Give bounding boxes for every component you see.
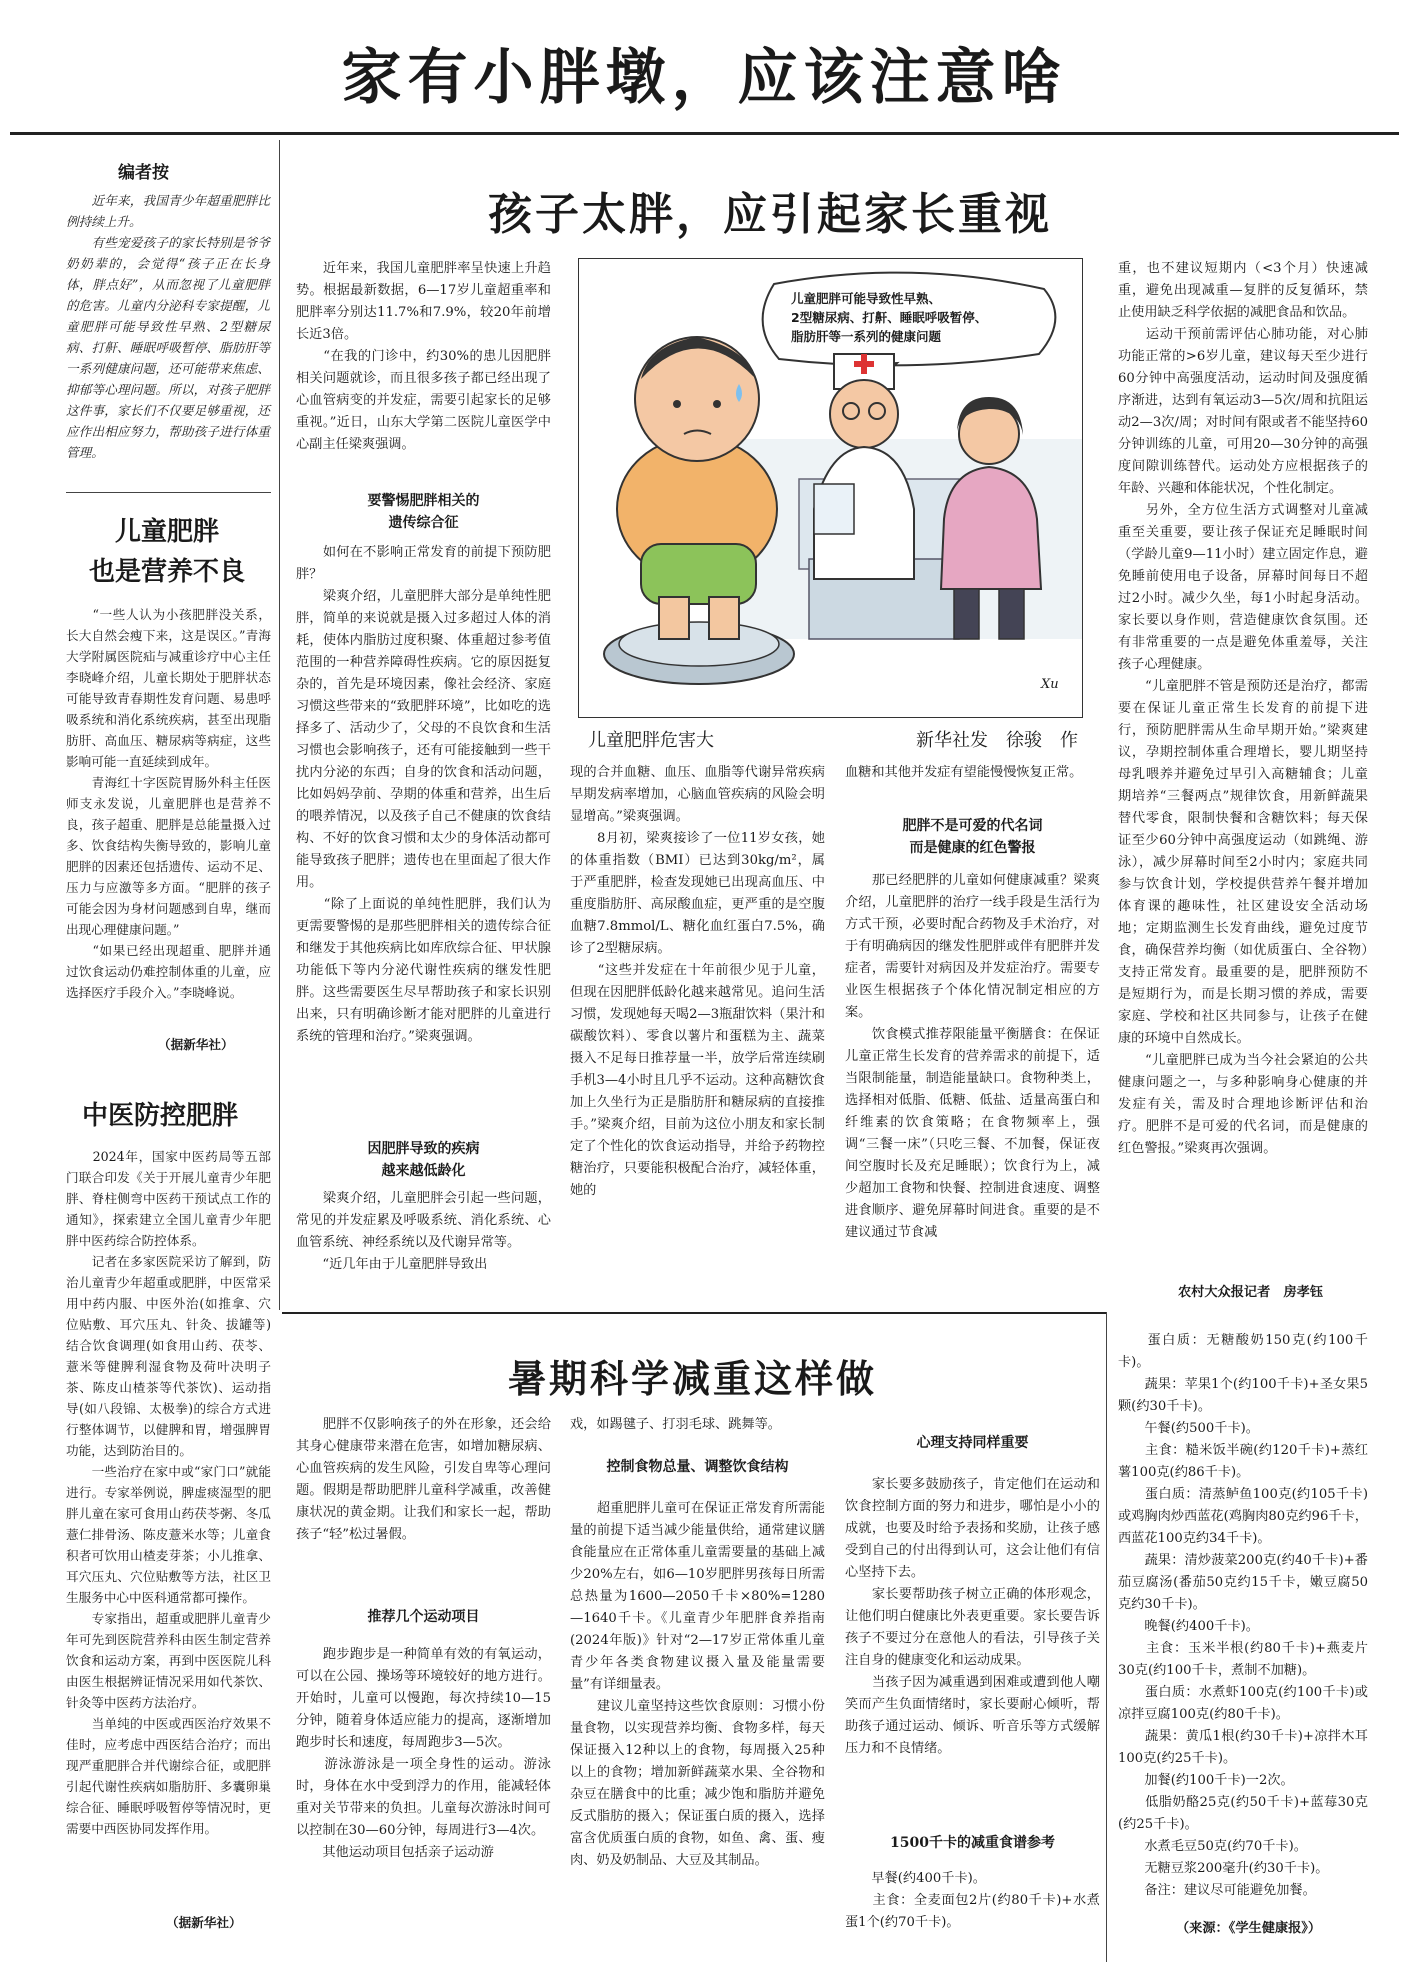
main-col3-text: 现的合并血糖、血压、血脂等代谢异常疾病早期发病率增加，心脑血管疾病的风险会明显增高。”梁爽强调。 8月初，梁爽接诊了一位11岁女孩，她的体重指数（BMI）已达到30kg/m²，属于严重肥胖，检查发现她已出现高血压、中重度脂肪肝、高尿酸血症，更严重的是空腹血糖7.8mmol/L、糖化血红蛋白7.5%，确诊了2型糖尿病。 “这些并发症在十年前很少见于儿童，但现在因肥胖低龄化越来越常见。追问生活习惯，发现她每天喝2—3瓶甜饮料（果汁和碳酸饮料）、零食以薯片和蛋糕为主、蔬菜摄入不足每日推荐量一半，放学后常连续刷手机3—4小时且几乎不运动。这种高糖饮食加上久坐行为正是脂肪肝和糖尿病的直接推手。”梁爽介绍，目前为这位小朋友和家长制定了个性化的饮食运动指导，并给予药物控糖治疗，只要能积极配合治疗，减轻体重，她的 <box>570 765 825 1198</box>
bottom-subhead-diet: 控制食物总量、调整饮食结构 <box>606 1459 789 1475</box>
bottom-subhead-recipe: 1500千卡的减重食谱参考 <box>890 1835 1055 1851</box>
main-col2-body: 如何在不影响正常发育的前提下预防肥胖？ 梁爽介绍，儿童肥胖大部分是单纯性肥胖，简单的来说就是摄入过多超过人体的消耗，使体内脂肪过度积聚、体重超过参考值范围的一种营养障碍性疾病。它的原因挺复杂的，首先是环境因素，像社会经济、家庭习惯这些带来的“致肥胖环境”，比如吃的选择多了、活动少了，父母的不良饮食和生活习惯也会影响孩子，还有可能接触到一些干扰内分泌的东西；自身的饮食和活动问题，比如妈妈孕前、孕期的体重和营养，出生后的喂养情况，以及孩子自己不健康的饮食结构、不好的饮食习惯和太少的身体活动都可能导致孩子肥胖；遗传也在里面起了很大作用。 “除了上面说的单纯性肥胖，我们认为更需要警惕的是那些肥胖相关的遗传综合征和继发于其他疾病比如库欣综合征、甲状腺功能低下等内分泌代谢性疾病的继发性肥胖。这些需要医生尽早帮助孩子和家长识别出来，只有明确诊断才能对肥胖的儿童进行系统的管理和治疗。”梁爽强调。 <box>296 545 551 1044</box>
main-col4-lead: 血糖和其他并发症有望能慢慢恢复正常。 <box>845 765 1083 780</box>
speech-bubble-text: 儿童肥胖可能导致性早熟、 2型糖尿病、打鼾、睡眠呼吸暂停、 脂肪肝等一系列的健康问题 <box>791 291 988 344</box>
editor-note-text: 近年来，我国青少年超重肥胖比例持续上升。 有些宠爱孩子的家长特别是爷爷奶奶辈的，会觉得“孩子正在长身体，胖点好”，从而忽视了儿童肥胖的危害。儿童内分泌科专家提醒，儿童肥胖可能导致性早熟、2型糖尿病、打鼾、睡眠呼吸暂停、脂肪肝等一系列健康问题，还可能带来焦虑、抑郁等心理问题。所以，对孩子肥胖这件事，家长们不仅要足够重视，还应作出相应努力，帮助孩子进行体重管理。 <box>66 193 270 460</box>
bottom-right-rule <box>1106 1312 1107 1962</box>
main-col5-text: 重，也不建议短期内（<3个月）快速减重，避免出现减重—复胖的反复循环，禁止使用缺乏科学依据的减肥食品和饮品。 运动干预前需评估心肺功能，对心肺功能正常的>6岁儿童，建议每天至少进行60分钟中高强度活动，运动时间及强度循序渐进，达到有氧运动3—5次/周和抗阻运动2—3次/周；对时间有限或者不能坚持60分钟训练的儿童，可用20—30分钟的高强度间隙训练替代。运动处方应根据孩子的年龄、兴趣和体能状况，个性化制定。 另外，全方位生活方式调整对儿童减重至关重要，要让孩子保证充足睡眠时间（学龄儿童9—11小时）建立固定作息，避免睡前使用电子设备，屏幕时间每日不超过2小时。减少久坐，每1小时起身活动。家长要以身作则，营造健康饮食氛围。还有非常重要的一点是避免体重羞辱，关注孩子心理健康。 “儿童肥胖不管是预防还是治疗，都需要在保证儿童正常生长发育的前提下进行，预防肥胖需从生命早期开始。”梁爽建议，孕期控制体重合理增长，婴儿期坚持母乳喂养并避免过早引入高糖辅食；儿童期培养“三餐两点”规律饮食，用新鲜蔬果替代零食，限制快餐和含糖饮料；每天保证至少60分钟中高强度运动（如跳绳、游泳），减少屏幕时间至2小时内；家庭共同参与饮食计划，学校提供营养午餐并增加体育课的趣味性，社区建设安全活动场地；定期监测生长发育曲线，避免过度节食，确保营养均衡（如优质蛋白、全谷物）支持正常发育。最重要的是，肥胖预防不是短期行为，而是长期习惯的养成，需要家庭、学校和社区共同参与，让孩子在健康的环境中自然成长。 “儿童肥胖已成为当今社会紧迫的公共健康问题之一，与多种影响身心健康的并发症有关，需及时合理地诊断评估和治疗。肥胖不是可爱的代名词，而是健康的红色警报。”梁爽再次强调。 <box>1118 261 1368 1156</box>
left-source-2: （据新华社） <box>166 1915 242 1930</box>
col-divider <box>279 140 280 1310</box>
main-col2-tail: 梁爽介绍，儿童肥胖会引起一些问题，常见的并发症累及呼吸系统、消化系统、心血管系统、神经系统以及代谢异常等。 “近几年由于儿童肥胖导致出 <box>296 1191 551 1272</box>
main-subhead-red-alert: 肥胖不是可爱的代名词 而是健康的红色警报 <box>902 818 1043 856</box>
main-subtitle: 孩子太胖，应引起家长重视 <box>488 189 1052 240</box>
bottom-subhead-psych: 心理支持同样重要 <box>916 1435 1029 1451</box>
editor-note-rule <box>66 492 271 493</box>
main-subhead-younger: 因肥胖导致的疾病 越来越低龄化 <box>367 1141 480 1179</box>
headline-rule <box>10 132 1399 135</box>
bottom-col4-recipe: 蛋白质：无糖酸奶150克(约100千卡)。 蔬果：苹果1个(约100千卡)+圣女果5颗(约30千卡)。 午餐(约500千卡)。 主食：糙米饭半碗(约120千卡)+蒸红薯100克(约86千卡)。 蛋白质：清蒸鲈鱼100克(约105千卡)或鸡胸肉炒西蓝花(鸡胸肉80克约96千卡，西蓝花100克约34千卡)。 蔬果：清炒菠菜200克(约40千卡)+番茄豆腐汤(番茄50克约15千卡，嫩豆腐50克约30千卡)。 晚餐(约400千卡)。 主食：玉米半根(约80千卡)+燕麦片30克(约100千卡，煮制不加糖)。 蛋白质：水煮虾100克(约100千卡)或凉拌豆腐100克(约80千卡)。 蔬果：黄瓜1根(约30千卡)+凉拌木耳100克(约25千卡)。 加餐(约100千卡)一2次。 低脂奶酪25克(约50千卡)+蓝莓30克(约25千卡)。 水煮毛豆50克(约70千卡)。 无糖豆浆200毫升(约30千卡)。 备注：建议尽可能避免加餐。 <box>1118 1333 1368 1898</box>
bottom-col2-body: 超重肥胖儿童可在保证正常发育所需能量的前提下适当减少能量供给，通常建议膳食能量应在正常体重儿童需要量的基础上减少20%左右，如6—10岁肥胖男孩每日所需总热量为1600—2050千卡×80%=1280—1640千卡。《儿童青少年肥胖食养指南(2024年版)》针对“2—17岁正常体重儿童青少年各类食物建议摄入量及能量需要量”有详细量表。 建议儿童坚持这些饮食原则：习惯小份量食物，以实现营养均衡、食物多样，每天保证摄入12种以上的食物，每周摄入25种以上的食物；增加新鲜蔬菜水果、全谷物和杂豆在膳食中的比重；减少饱和脂肪并避免反式脂肪的摄入；保证蛋白质的摄入，选择富含优质蛋白质的食物，如鱼、禽、蛋、瘦肉、奶及奶制品、大豆及其制品。 <box>570 1501 825 1868</box>
left-source-1: （据新华社） <box>158 1037 234 1052</box>
left-text-nutrition: “一些人认为小孩肥胖没关系，长大自然会瘦下来，这是误区。”青海大学附属医院疝与减重诊疗中心主任李晓峰介绍，儿童长期处于肥胖状态可能导致青春期性发育问题、易患呼吸系统和消化系统疾病，甚至出现脂肪肝、高血压、糖尿病等病症，这些影响可能一直延续到成年。 青海红十字医院胃肠外科主任医师支永发说，儿童肥胖也是营养不良，孩子超重、肥胖是总能量摄入过多、饮食结构失衡导致的，影响儿童肥胖的因素还包括遗传、运动不足、压力与应激等多方面。“肥胖的孩子可能会因为身材问题感到自卑，继而出现心理健康问题。” “如果已经出现超重、肥胖并通过饮食运动仍难控制体重的儿童，应选择医疗手段介入。”李晓峰说。 <box>66 607 271 1000</box>
main-byline: 农村大众报记者 房孝钰 <box>1178 1285 1324 1300</box>
bottom-rule <box>282 1312 1106 1314</box>
cartoon-illustration <box>578 258 1083 718</box>
artist-signature: Xu <box>1041 677 1059 692</box>
main-col4-body: 那已经肥胖的儿童如何健康减重？梁爽介绍，儿童肥胖的治疗一线手段是生活行为方式干预，必要时配合药物及手术治疗，对于有明确病因的继发性肥胖或伴有肥胖并发症者，需要针对病因及并发症治疗。需要专业医生根据孩子个体化情况制定相应的方案。 饮食模式推荐限能量平衡膳食：在保证儿童正常生长发育的营养需求的前提下，适当限制能量，制造能量缺口。食物种类上，选择相对低脂、低糖、低盐、适量高蛋白和纤维素的饮食策略；在食物频率上，强调“三餐一床”（只吃三餐、不加餐，保证夜间空腹时长及充足睡眠）；饮食行为上，减少超加工食物和快餐、控制进食速度、调整进食顺序、避免屏幕时间进食。重要的是不建议通过节食减 <box>845 873 1100 1240</box>
bottom-subhead-sports: 推荐几个运动项目 <box>367 1609 480 1625</box>
editor-note-label: 编者按 <box>118 163 169 183</box>
main-subhead-genetic: 要警惕肥胖相关的 遗传综合征 <box>367 493 480 531</box>
bottom-col1-intro: 肥胖不仅影响孩子的外在形象，还会给其身心健康带来潜在危害，如增加糖尿病、心血管疾病的发生风险，引发自卑等心理问题。假期是帮助肥胖儿童科学减重，改善健康状况的黄金期。让我们和家长一起，帮助孩子“轻”松过暑假。 <box>296 1417 551 1542</box>
bottom-source: （来源：《学生健康报》） <box>1176 1921 1322 1936</box>
main-col2-intro: 近年来，我国儿童肥胖率呈快速上升趋势。根据最新数据，6—17岁儿童超重率和肥胖率分别达11.7%和7.9%，较20年前增长近3倍。 “在我的门诊中，约30%的患儿因肥胖相关问题就诊，而且很多孩子都已经出现了心血管病变的并发症，需要引起家长的足够重视。”近日，山东大学第二医院儿童医学中心副主任梁爽强调。 <box>296 261 551 452</box>
page-headline: 家有小胖墩，应该注意啥 <box>341 43 1068 113</box>
illustration-caption: 儿童肥胖危害大 <box>588 730 714 751</box>
bottom-title: 暑期科学减重这样做 <box>508 1357 878 1401</box>
left-heading-nutrition: 儿童肥胖 也是营养不良 <box>88 517 245 587</box>
left-heading-tcm: 中医防控肥胖 <box>81 1101 238 1131</box>
bottom-col3-body: 家长要多鼓励孩子，肯定他们在运动和饮食控制方面的努力和进步，哪怕是小小的成就，也要及时给予表扬和奖励，让孩子感受到自己的付出得到认可，这会让他们有信心坚持下去。 家长要帮助孩子树立正确的体形观念，让他们明白健康比外表更重要。家长要告诉孩子不要过分在意他人的看法，引导孩子关注自身的健康变化和运动成果。 当孩子因为减重遇到困难或遭到他人嘲笑而产生负面情绪时，家长要耐心倾听，帮助孩子通过运动、倾诉、听音乐等方式缓解压力和不良情绪。 <box>845 1477 1100 1756</box>
illustration-credit: 新华社发 徐骏 作 <box>916 730 1078 751</box>
left-text-tcm: 2024年，国家中医药局等五部门联合印发《关于开展儿童青少年肥胖、脊柱侧弯中医药干预试点工作的通知》，探索建立全国儿童青少年肥胖中医药综合防控体系。 记者在多家医院采访了解到，防治儿童青少年超重或肥胖，中医常采用中药内服、中医外治(如推拿、穴位贴敷、耳穴压丸、针灸、拔罐等)结合饮食调理(如食用山药、茯苓、薏米等健脾利湿食物及荷叶决明子茶、陈皮山楂茶等代茶饮)、运动指导(如八段锦、太极拳)的综合方式进行整体调节，以健脾和胃，增强脾胃功能，达到防治目的。 一些治疗在家中或“家门口”就能进行。专家举例说，脾虚痰湿型的肥胖儿童在家可食用山药茯苓粥、冬瓜薏仁排骨汤、陈皮薏米水等；儿童食积者可饮用山楂麦芽茶；小儿推拿、耳穴压丸、穴位贴敷等方法，社区卫生服务中心中医科通常都可操作。 专家指出，超重或肥胖儿童青少年可先到医院营养科由医生制定营养饮食和运动方案，再到中医医院儿科由医生根据辨证情况采用如代茶饮、针灸等中医药方法治疗。 当单纯的中医或西医治疗效果不佳时，应考虑中西医结合治疗；而出现严重肥胖合并代谢综合征，或肥胖引起代谢性疾病如脂肪肝、多囊卵巢综合征、睡眠呼吸暂停等情况时，更需要中西医协同发挥作用。 <box>66 1149 271 1836</box>
bottom-col3-recipe: 早餐(约400千卡)。 主食：全麦面包2片(约80千卡)+水煮蛋1个(约70千卡)。 <box>845 1871 1100 1930</box>
bottom-col1-body: 跑步跑步是一种简单有效的有氧运动，可以在公园、操场等环境较好的地方进行。开始时，儿童可以慢跑，每次持续10—15分钟，随着身体适应能力的提高，逐渐增加跑步时长和速度，每周跑步3—5次。 游泳游泳是一项全身性的运动。游泳时，身体在水中受到浮力的作用，能减轻体重对关节带来的负担。儿童每次游泳时间可以控制在30—60分钟，每周进行3—4次。 其他运动项目包括亲子运动游 <box>296 1647 551 1860</box>
bottom-col2-lead: 戏，如踢毽子、打羽毛球、跳舞等。 <box>570 1417 781 1432</box>
